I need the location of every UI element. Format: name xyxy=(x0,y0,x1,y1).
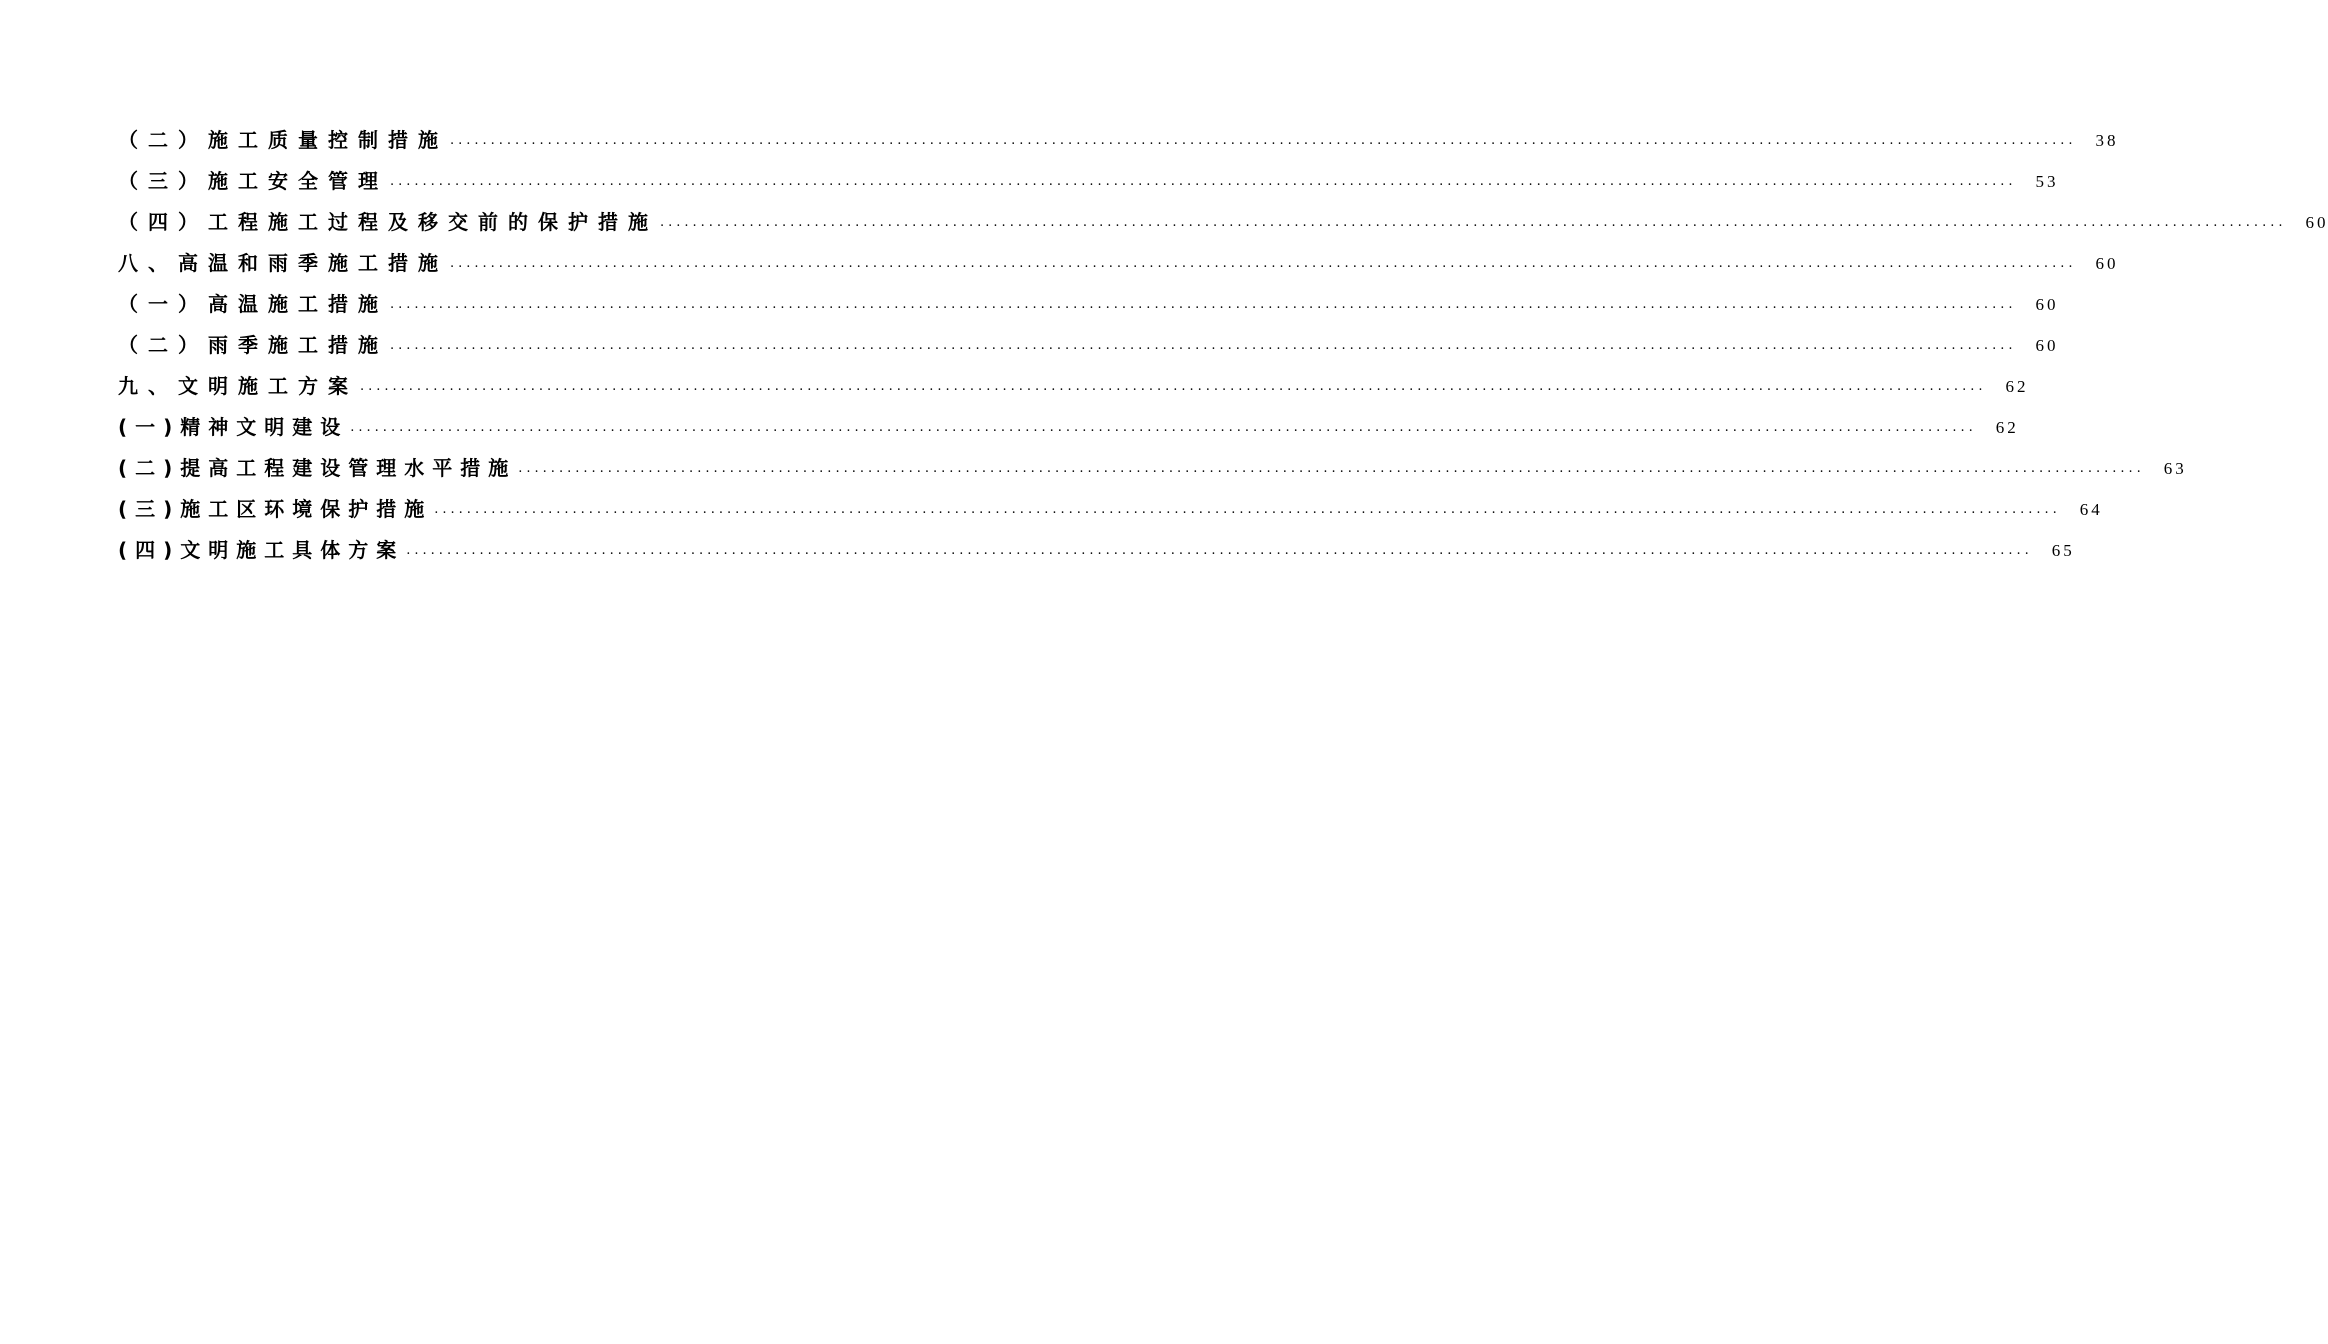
toc-entry[interactable] xyxy=(118,489,2103,530)
toc-entry-title: （三）施工安全管理 xyxy=(118,169,388,193)
toc-dot-leader: ........................................................................................................................................................................................................ xyxy=(390,338,2017,353)
toc-dot-leader: ........................................................................................................................................................................................................ xyxy=(390,174,2017,189)
toc-entry[interactable] xyxy=(118,161,2059,202)
table-of-contents xyxy=(118,120,2328,571)
toc-entry[interactable] xyxy=(118,243,2119,284)
toc-dot-leader: ........................................................................................................................................................................................................ xyxy=(360,379,1987,394)
toc-entry[interactable] xyxy=(118,202,2328,243)
toc-entry-page: 64 xyxy=(2079,500,2103,519)
toc-dot-leader: ........................................................................................................................................................................................................ xyxy=(450,256,2077,271)
toc-dot-leader: ........................................................................................................................................................................................................ xyxy=(518,461,2145,476)
toc-entry-page: 62 xyxy=(1995,418,2019,437)
toc-entry-title: (四)文明施工具体方案 xyxy=(118,538,405,562)
toc-entry[interactable] xyxy=(118,530,2075,571)
toc-entry[interactable] xyxy=(118,284,2059,325)
toc-dot-leader: ........................................................................................................................................................................................................ xyxy=(406,543,2033,558)
toc-dot-leader: ........................................................................................................................................................................................................ xyxy=(450,133,2077,148)
toc-entry[interactable] xyxy=(118,325,2059,366)
toc-entry-title: (二)提高工程建设管理水平措施 xyxy=(118,456,517,480)
toc-dot-leader: ........................................................................................................................................................................................................ xyxy=(660,215,2287,230)
toc-entry-page: 62 xyxy=(2005,377,2029,396)
toc-entry-title: （四）工程施工过程及移交前的保护措施 xyxy=(118,210,658,234)
toc-entry-page: 60 xyxy=(2095,254,2119,273)
toc-dot-leader: ........................................................................................................................................................................................................ xyxy=(434,502,2061,517)
toc-dot-leader: ........................................................................................................................................................................................................ xyxy=(390,297,2017,312)
toc-entry-title: （一）高温施工措施 xyxy=(118,292,388,316)
toc-entry-page: 63 xyxy=(2163,459,2187,478)
toc-entry[interactable] xyxy=(118,448,2187,489)
toc-entry-page: 60 xyxy=(2305,213,2328,232)
toc-entry[interactable] xyxy=(118,407,2019,448)
toc-entry-title: (三)施工区环境保护措施 xyxy=(118,497,433,521)
toc-entry-page: 60 xyxy=(2035,336,2059,355)
toc-dot-leader: ........................................................................................................................................................................................................ xyxy=(350,420,1977,435)
toc-entry-title: （二）施工质量控制措施 xyxy=(118,128,448,152)
toc-entry-page: 65 xyxy=(2051,541,2075,560)
toc-entry-title: (一)精神文明建设 xyxy=(118,415,349,439)
toc-entry-title: （二）雨季施工措施 xyxy=(118,333,388,357)
toc-entry-title: 九、文明施工方案 xyxy=(118,374,358,398)
toc-entry[interactable] xyxy=(118,366,2029,407)
toc-entry[interactable] xyxy=(118,120,2119,161)
toc-entry-page: 60 xyxy=(2035,295,2059,314)
toc-entry-title: 八、高温和雨季施工措施 xyxy=(118,251,448,275)
toc-entry-page: 53 xyxy=(2035,172,2059,191)
toc-entry-page: 38 xyxy=(2095,131,2119,150)
